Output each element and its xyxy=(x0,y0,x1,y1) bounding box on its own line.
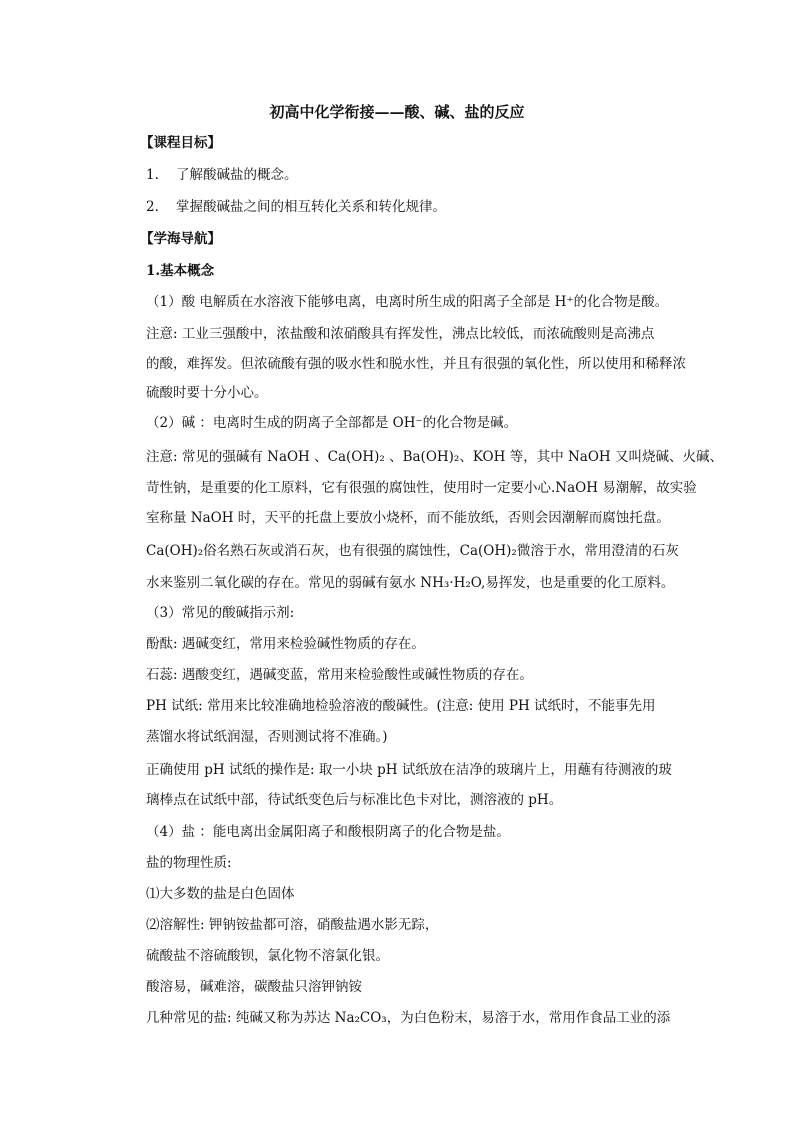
paragraph-line: 正确使用 pH 试纸的操作是: 取一小块 pH 试纸放在洁净的玻璃片上，用蘸有待测液的玻 xyxy=(146,762,672,778)
paragraph-line: 硫酸盐不溶硫酸钡，氯化物不溶氯化银。 xyxy=(146,948,389,964)
goals-heading: 【课程目标】 xyxy=(140,135,221,151)
nav-heading: 【学海导航】 xyxy=(140,231,221,247)
paragraph-line: （1）酸 电解质在水溶液下能够电离，电离时所生成的阳离子全部是 H⁺的化合物是酸。 xyxy=(146,294,669,310)
goal-text: 掌握酸碱盐之间的相互转化关系和转化规律。 xyxy=(176,199,446,215)
paragraph-line: ⑵溶解性: 钾钠铵盐都可溶，硝酸盐遇水影无踪， xyxy=(146,917,439,933)
page-title: 初高中化学衔接——酸、碱、盐的反应 xyxy=(269,103,525,121)
paragraph-line: 盐的物理性质: xyxy=(146,855,232,871)
subheading-basic-concepts: 1.基本概念 xyxy=(146,263,215,279)
goal-text: 了解酸碱盐的概念。 xyxy=(176,167,298,183)
paragraph-line: （4）盐 ：能电离出金属阳离子和酸根阴离子的化合物是盐。 xyxy=(146,824,510,840)
paragraph-line: 几种常见的盐: 纯碱又称为苏达 Na₂CO₃，为白色粉末，易溶于水，常用作食品工业的添 xyxy=(146,1010,671,1026)
paragraph-line: 硫酸时要十分小心。 xyxy=(146,385,268,401)
goal-num: 2. xyxy=(146,199,159,215)
paragraph-line: 璃棒点在试纸中部，待试纸变色后与标准比色卡对比，测溶液的 pH。 xyxy=(146,792,563,808)
paragraph-line: Ca(OH)₂俗名熟石灰或消石灰，也有很强的腐蚀性，Ca(OH)₂微溶于水，常用澄清的石灰 xyxy=(146,543,679,559)
paragraph-line: 苛性钠，是重要的化工原料，它有很强的腐蚀性，使用时一定要小心.NaOH 易潮解，故实验 xyxy=(146,480,697,496)
paragraph-line: 水来鉴别二氧化碳的存在。常见的弱碱有氨水 NH₃·H₂O,易挥发，也是重要的化工原料。 xyxy=(146,575,675,591)
paragraph-line: （2）碱 ：电离时生成的阴离子全部都是 OH⁻的化合物是碱。 xyxy=(146,415,518,431)
paragraph-line: 酸溶易，碱难溶，碳酸盐只溶钾钠铵 xyxy=(146,979,362,995)
paragraph-line: 注意: 常见的强碱有 NaOH 、Ca(OH)₂ 、Ba(OH)₂、KOH 等，其中 NaOH 又叫烧碱、火碱、 xyxy=(146,449,723,465)
paragraph-line: 室称量 NaOH 时，天平的托盘上要放小烧杯，而不能放纸，否则会因潮解而腐蚀托盘。 xyxy=(146,510,670,526)
paragraph-line: PH 试纸: 常用来比较准确地检验溶液的酸碱性。(注意: 使用 PH 试纸时，不能事先用 xyxy=(146,698,656,714)
paragraph-line: 蒸馏水将试纸润湿，否则测试将不准确。) xyxy=(146,729,388,745)
paragraph-line: （3）常见的酸碱指示剂: xyxy=(146,605,295,621)
goal-item-2 xyxy=(146,197,446,217)
paragraph-line: 酚酞: 遇碱变红，常用来检验碱性物质的存在。 xyxy=(146,636,425,652)
paragraph-line: ⑴大多数的盐是白色固体 xyxy=(146,886,295,902)
paragraph-line: 石蕊: 遇酸变红，遇碱变蓝，常用来检验酸性或碱性物质的存在。 xyxy=(146,667,533,683)
goal-num: 1. xyxy=(146,167,159,183)
paragraph-line: 注意: 工业三强酸中，浓盐酸和浓硝酸具有挥发性，沸点比较低，而浓硫酸则是高沸点 xyxy=(146,326,655,342)
goal-item-1 xyxy=(146,165,298,185)
paragraph-line: 的酸，难挥发。但浓硫酸有强的吸水性和脱水性，并且有很强的氧化性，所以使用和稀释浓 xyxy=(146,356,686,372)
